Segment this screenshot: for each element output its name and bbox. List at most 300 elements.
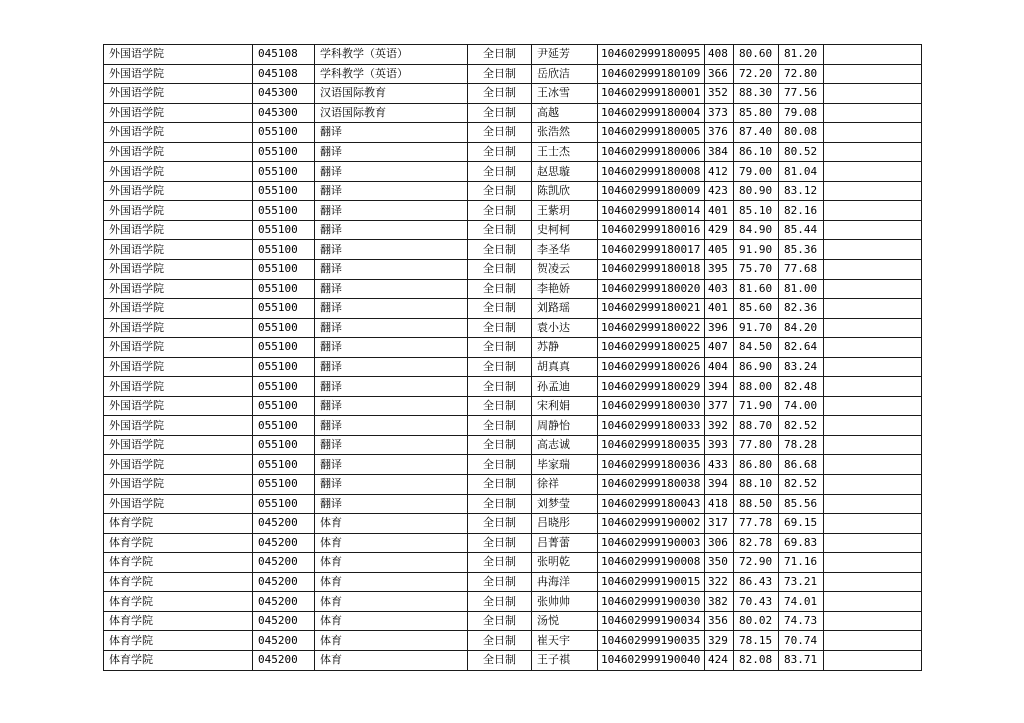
id-cell: 104602999180017 <box>598 240 705 260</box>
table-body <box>104 45 922 671</box>
blank-cell <box>824 435 922 455</box>
table-row <box>104 181 922 201</box>
mode-cell: 全日制 <box>468 220 532 240</box>
table-row <box>104 45 922 65</box>
college-cell: 外国语学院 <box>104 181 253 201</box>
code-cell: 055100 <box>253 377 315 397</box>
major-cell: 体育 <box>315 533 468 553</box>
major-cell: 翻译 <box>315 377 468 397</box>
major-cell: 翻译 <box>315 299 468 319</box>
score-cell: 78.28 <box>779 435 824 455</box>
name-cell: 孙孟迪 <box>532 377 598 397</box>
name-cell: 李圣华 <box>532 240 598 260</box>
college-cell: 外国语学院 <box>104 64 253 84</box>
blank-cell <box>824 377 922 397</box>
name-cell: 史柯柯 <box>532 220 598 240</box>
major-cell: 翻译 <box>315 357 468 377</box>
mode-cell: 全日制 <box>468 240 532 260</box>
major-cell: 翻译 <box>315 260 468 280</box>
name-cell: 张明乾 <box>532 553 598 573</box>
score-cell: 352 <box>705 84 734 104</box>
major-cell: 体育 <box>315 553 468 573</box>
id-cell: 104602999180006 <box>598 142 705 162</box>
name-cell: 岳欣洁 <box>532 64 598 84</box>
score-cell: 382 <box>705 592 734 612</box>
blank-cell <box>824 416 922 436</box>
major-cell: 翻译 <box>315 123 468 143</box>
score-cell: 85.80 <box>734 103 779 123</box>
id-cell: 104602999190030 <box>598 592 705 612</box>
college-cell: 外国语学院 <box>104 318 253 338</box>
name-cell: 刘梦莹 <box>532 494 598 514</box>
id-cell: 104602999180009 <box>598 181 705 201</box>
blank-cell <box>824 162 922 182</box>
mode-cell: 全日制 <box>468 279 532 299</box>
code-cell: 055100 <box>253 240 315 260</box>
id-cell: 104602999190003 <box>598 533 705 553</box>
score-cell: 80.60 <box>734 45 779 65</box>
name-cell: 王紫玥 <box>532 201 598 221</box>
mode-cell: 全日制 <box>468 396 532 416</box>
score-cell: 84.90 <box>734 220 779 240</box>
id-cell: 104602999180018 <box>598 260 705 280</box>
id-cell: 104602999180005 <box>598 123 705 143</box>
score-cell: 377 <box>705 396 734 416</box>
blank-cell <box>824 240 922 260</box>
score-cell: 85.44 <box>779 220 824 240</box>
score-cell: 73.21 <box>779 572 824 592</box>
major-cell: 翻译 <box>315 220 468 240</box>
score-cell: 81.00 <box>779 279 824 299</box>
blank-cell <box>824 396 922 416</box>
blank-cell <box>824 279 922 299</box>
score-cell: 91.90 <box>734 240 779 260</box>
code-cell: 055100 <box>253 396 315 416</box>
name-cell: 胡真真 <box>532 357 598 377</box>
table-row <box>104 279 922 299</box>
id-cell: 104602999190035 <box>598 631 705 651</box>
id-cell: 104602999180004 <box>598 103 705 123</box>
name-cell: 王士杰 <box>532 142 598 162</box>
id-cell: 104602999180033 <box>598 416 705 436</box>
score-cell: 71.90 <box>734 396 779 416</box>
major-cell: 体育 <box>315 650 468 670</box>
name-cell: 李艳娇 <box>532 279 598 299</box>
score-cell: 392 <box>705 416 734 436</box>
score-cell: 84.50 <box>734 338 779 358</box>
score-cell: 86.90 <box>734 357 779 377</box>
id-cell: 104602999190002 <box>598 514 705 534</box>
id-cell: 104602999180109 <box>598 64 705 84</box>
admission-table <box>103 44 922 671</box>
table-row <box>104 220 922 240</box>
id-cell: 104602999190008 <box>598 553 705 573</box>
score-cell: 408 <box>705 45 734 65</box>
code-cell: 055100 <box>253 142 315 162</box>
college-cell: 外国语学院 <box>104 494 253 514</box>
major-cell: 翻译 <box>315 396 468 416</box>
college-cell: 体育学院 <box>104 611 253 631</box>
score-cell: 306 <box>705 533 734 553</box>
blank-cell <box>824 455 922 475</box>
blank-cell <box>824 220 922 240</box>
blank-cell <box>824 103 922 123</box>
major-cell: 翻译 <box>315 162 468 182</box>
code-cell: 055100 <box>253 181 315 201</box>
table-row <box>104 338 922 358</box>
college-cell: 外国语学院 <box>104 260 253 280</box>
id-cell: 104602999180016 <box>598 220 705 240</box>
name-cell: 张浩然 <box>532 123 598 143</box>
score-cell: 317 <box>705 514 734 534</box>
score-cell: 373 <box>705 103 734 123</box>
score-cell: 77.56 <box>779 84 824 104</box>
score-cell: 412 <box>705 162 734 182</box>
score-cell: 418 <box>705 494 734 514</box>
code-cell: 045200 <box>253 514 315 534</box>
score-cell: 70.74 <box>779 631 824 651</box>
major-cell: 汉语国际教育 <box>315 84 468 104</box>
blank-cell <box>824 84 922 104</box>
score-cell: 72.20 <box>734 64 779 84</box>
score-cell: 404 <box>705 357 734 377</box>
college-cell: 体育学院 <box>104 572 253 592</box>
name-cell: 王冰雪 <box>532 84 598 104</box>
table-row <box>104 162 922 182</box>
score-cell: 88.50 <box>734 494 779 514</box>
name-cell: 赵思璇 <box>532 162 598 182</box>
score-cell: 407 <box>705 338 734 358</box>
score-cell: 80.02 <box>734 611 779 631</box>
blank-cell <box>824 650 922 670</box>
score-cell: 82.52 <box>779 416 824 436</box>
mode-cell: 全日制 <box>468 611 532 631</box>
code-cell: 055100 <box>253 475 315 495</box>
mode-cell: 全日制 <box>468 338 532 358</box>
code-cell: 055100 <box>253 162 315 182</box>
code-cell: 045108 <box>253 64 315 84</box>
score-cell: 87.40 <box>734 123 779 143</box>
score-cell: 72.80 <box>779 64 824 84</box>
blank-cell <box>824 592 922 612</box>
score-cell: 80.08 <box>779 123 824 143</box>
score-cell: 433 <box>705 455 734 475</box>
id-cell: 104602999180035 <box>598 435 705 455</box>
code-cell: 045108 <box>253 45 315 65</box>
code-cell: 055100 <box>253 201 315 221</box>
id-cell: 104602999180021 <box>598 299 705 319</box>
college-cell: 外国语学院 <box>104 240 253 260</box>
table-row <box>104 84 922 104</box>
code-cell: 055100 <box>253 357 315 377</box>
table-row <box>104 631 922 651</box>
score-cell: 88.30 <box>734 84 779 104</box>
table-row <box>104 592 922 612</box>
mode-cell: 全日制 <box>468 514 532 534</box>
id-cell: 104602999180029 <box>598 377 705 397</box>
college-cell: 体育学院 <box>104 553 253 573</box>
score-cell: 403 <box>705 279 734 299</box>
name-cell: 刘路瑶 <box>532 299 598 319</box>
major-cell: 翻译 <box>315 475 468 495</box>
mode-cell: 全日制 <box>468 162 532 182</box>
code-cell: 055100 <box>253 338 315 358</box>
major-cell: 翻译 <box>315 338 468 358</box>
blank-cell <box>824 123 922 143</box>
code-cell: 055100 <box>253 416 315 436</box>
major-cell: 翻译 <box>315 279 468 299</box>
score-cell: 84.20 <box>779 318 824 338</box>
college-cell: 体育学院 <box>104 650 253 670</box>
table-row <box>104 611 922 631</box>
major-cell: 体育 <box>315 631 468 651</box>
blank-cell <box>824 533 922 553</box>
mode-cell: 全日制 <box>468 416 532 436</box>
college-cell: 外国语学院 <box>104 299 253 319</box>
code-cell: 045200 <box>253 572 315 592</box>
score-cell: 88.70 <box>734 416 779 436</box>
code-cell: 045200 <box>253 592 315 612</box>
college-cell: 外国语学院 <box>104 377 253 397</box>
score-cell: 424 <box>705 650 734 670</box>
name-cell: 毕家瑞 <box>532 455 598 475</box>
blank-cell <box>824 553 922 573</box>
major-cell: 体育 <box>315 514 468 534</box>
score-cell: 429 <box>705 220 734 240</box>
name-cell: 崔天宇 <box>532 631 598 651</box>
score-cell: 70.43 <box>734 592 779 612</box>
score-cell: 79.00 <box>734 162 779 182</box>
score-cell: 85.56 <box>779 494 824 514</box>
score-cell: 83.71 <box>779 650 824 670</box>
mode-cell: 全日制 <box>468 123 532 143</box>
blank-cell <box>824 142 922 162</box>
major-cell: 翻译 <box>315 201 468 221</box>
score-cell: 376 <box>705 123 734 143</box>
table-row <box>104 123 922 143</box>
code-cell: 055100 <box>253 299 315 319</box>
major-cell: 翻译 <box>315 318 468 338</box>
blank-cell <box>824 357 922 377</box>
score-cell: 77.80 <box>734 435 779 455</box>
table-row <box>104 435 922 455</box>
score-cell: 396 <box>705 318 734 338</box>
score-cell: 405 <box>705 240 734 260</box>
table-row <box>104 318 922 338</box>
score-cell: 423 <box>705 181 734 201</box>
id-cell: 104602999180022 <box>598 318 705 338</box>
college-cell: 外国语学院 <box>104 338 253 358</box>
id-cell: 104602999190034 <box>598 611 705 631</box>
college-cell: 外国语学院 <box>104 279 253 299</box>
college-cell: 体育学院 <box>104 631 253 651</box>
id-cell: 104602999180036 <box>598 455 705 475</box>
table-row <box>104 494 922 514</box>
name-cell: 贺凌云 <box>532 260 598 280</box>
score-cell: 86.43 <box>734 572 779 592</box>
score-cell: 401 <box>705 299 734 319</box>
code-cell: 055100 <box>253 435 315 455</box>
score-cell: 78.15 <box>734 631 779 651</box>
mode-cell: 全日制 <box>468 377 532 397</box>
name-cell: 徐祥 <box>532 475 598 495</box>
score-cell: 82.48 <box>779 377 824 397</box>
mode-cell: 全日制 <box>468 592 532 612</box>
code-cell: 055100 <box>253 123 315 143</box>
college-cell: 外国语学院 <box>104 142 253 162</box>
blank-cell <box>824 318 922 338</box>
college-cell: 外国语学院 <box>104 435 253 455</box>
mode-cell: 全日制 <box>468 494 532 514</box>
score-cell: 82.36 <box>779 299 824 319</box>
score-cell: 329 <box>705 631 734 651</box>
id-cell: 104602999180026 <box>598 357 705 377</box>
score-cell: 77.78 <box>734 514 779 534</box>
mode-cell: 全日制 <box>468 299 532 319</box>
score-cell: 80.52 <box>779 142 824 162</box>
college-cell: 外国语学院 <box>104 162 253 182</box>
score-cell: 80.90 <box>734 181 779 201</box>
score-cell: 82.52 <box>779 475 824 495</box>
score-cell: 88.10 <box>734 475 779 495</box>
table-row <box>104 260 922 280</box>
name-cell: 陈凯欣 <box>532 181 598 201</box>
mode-cell: 全日制 <box>468 64 532 84</box>
blank-cell <box>824 181 922 201</box>
code-cell: 055100 <box>253 220 315 240</box>
id-cell: 104602999180095 <box>598 45 705 65</box>
table-row <box>104 299 922 319</box>
id-cell: 104602999190015 <box>598 572 705 592</box>
score-cell: 82.16 <box>779 201 824 221</box>
score-cell: 401 <box>705 201 734 221</box>
score-cell: 86.68 <box>779 455 824 475</box>
college-cell: 外国语学院 <box>104 396 253 416</box>
score-cell: 384 <box>705 142 734 162</box>
score-cell: 82.64 <box>779 338 824 358</box>
id-cell: 104602999180025 <box>598 338 705 358</box>
major-cell: 翻译 <box>315 181 468 201</box>
major-cell: 学科教学（英语） <box>315 45 468 65</box>
mode-cell: 全日制 <box>468 84 532 104</box>
code-cell: 045300 <box>253 84 315 104</box>
code-cell: 055100 <box>253 455 315 475</box>
college-cell: 外国语学院 <box>104 103 253 123</box>
score-cell: 395 <box>705 260 734 280</box>
mode-cell: 全日制 <box>468 435 532 455</box>
mode-cell: 全日制 <box>468 553 532 573</box>
code-cell: 045200 <box>253 611 315 631</box>
code-cell: 045200 <box>253 631 315 651</box>
mode-cell: 全日制 <box>468 455 532 475</box>
name-cell: 高志诚 <box>532 435 598 455</box>
table-row <box>104 514 922 534</box>
major-cell: 体育 <box>315 592 468 612</box>
table-row <box>104 553 922 573</box>
score-cell: 85.10 <box>734 201 779 221</box>
major-cell: 翻译 <box>315 435 468 455</box>
score-cell: 86.10 <box>734 142 779 162</box>
blank-cell <box>824 631 922 651</box>
major-cell: 体育 <box>315 572 468 592</box>
score-cell: 74.01 <box>779 592 824 612</box>
code-cell: 055100 <box>253 260 315 280</box>
major-cell: 翻译 <box>315 494 468 514</box>
major-cell: 翻译 <box>315 455 468 475</box>
score-cell: 82.08 <box>734 650 779 670</box>
table-row <box>104 416 922 436</box>
major-cell: 翻译 <box>315 416 468 436</box>
table-row <box>104 377 922 397</box>
mode-cell: 全日制 <box>468 181 532 201</box>
name-cell: 周静怡 <box>532 416 598 436</box>
name-cell: 王子祺 <box>532 650 598 670</box>
mode-cell: 全日制 <box>468 318 532 338</box>
college-cell: 体育学院 <box>104 533 253 553</box>
college-cell: 外国语学院 <box>104 45 253 65</box>
mode-cell: 全日制 <box>468 45 532 65</box>
college-cell: 外国语学院 <box>104 123 253 143</box>
table-row <box>104 357 922 377</box>
score-cell: 83.24 <box>779 357 824 377</box>
score-cell: 86.80 <box>734 455 779 475</box>
code-cell: 055100 <box>253 279 315 299</box>
score-cell: 81.20 <box>779 45 824 65</box>
score-cell: 350 <box>705 553 734 573</box>
score-cell: 85.36 <box>779 240 824 260</box>
name-cell: 宋利娟 <box>532 396 598 416</box>
college-cell: 外国语学院 <box>104 455 253 475</box>
table-row <box>104 240 922 260</box>
score-cell: 81.60 <box>734 279 779 299</box>
name-cell: 汤悦 <box>532 611 598 631</box>
blank-cell <box>824 494 922 514</box>
blank-cell <box>824 572 922 592</box>
table-row <box>104 650 922 670</box>
name-cell: 张帅帅 <box>532 592 598 612</box>
score-cell: 74.73 <box>779 611 824 631</box>
mode-cell: 全日制 <box>468 475 532 495</box>
major-cell: 体育 <box>315 611 468 631</box>
table-row <box>104 475 922 495</box>
major-cell: 翻译 <box>315 240 468 260</box>
id-cell: 104602999180001 <box>598 84 705 104</box>
mode-cell: 全日制 <box>468 631 532 651</box>
name-cell: 袁小达 <box>532 318 598 338</box>
table-row <box>104 142 922 162</box>
blank-cell <box>824 45 922 65</box>
name-cell: 吕菁蕾 <box>532 533 598 553</box>
table-row <box>104 572 922 592</box>
id-cell: 104602999180030 <box>598 396 705 416</box>
blank-cell <box>824 611 922 631</box>
name-cell: 冉海洋 <box>532 572 598 592</box>
major-cell: 汉语国际教育 <box>315 103 468 123</box>
score-cell: 69.15 <box>779 514 824 534</box>
mode-cell: 全日制 <box>468 533 532 553</box>
score-cell: 69.83 <box>779 533 824 553</box>
blank-cell <box>824 64 922 84</box>
score-cell: 356 <box>705 611 734 631</box>
name-cell: 高越 <box>532 103 598 123</box>
blank-cell <box>824 338 922 358</box>
id-cell: 104602999180020 <box>598 279 705 299</box>
mode-cell: 全日制 <box>468 103 532 123</box>
score-cell: 393 <box>705 435 734 455</box>
id-cell: 104602999190040 <box>598 650 705 670</box>
blank-cell <box>824 260 922 280</box>
score-cell: 85.60 <box>734 299 779 319</box>
